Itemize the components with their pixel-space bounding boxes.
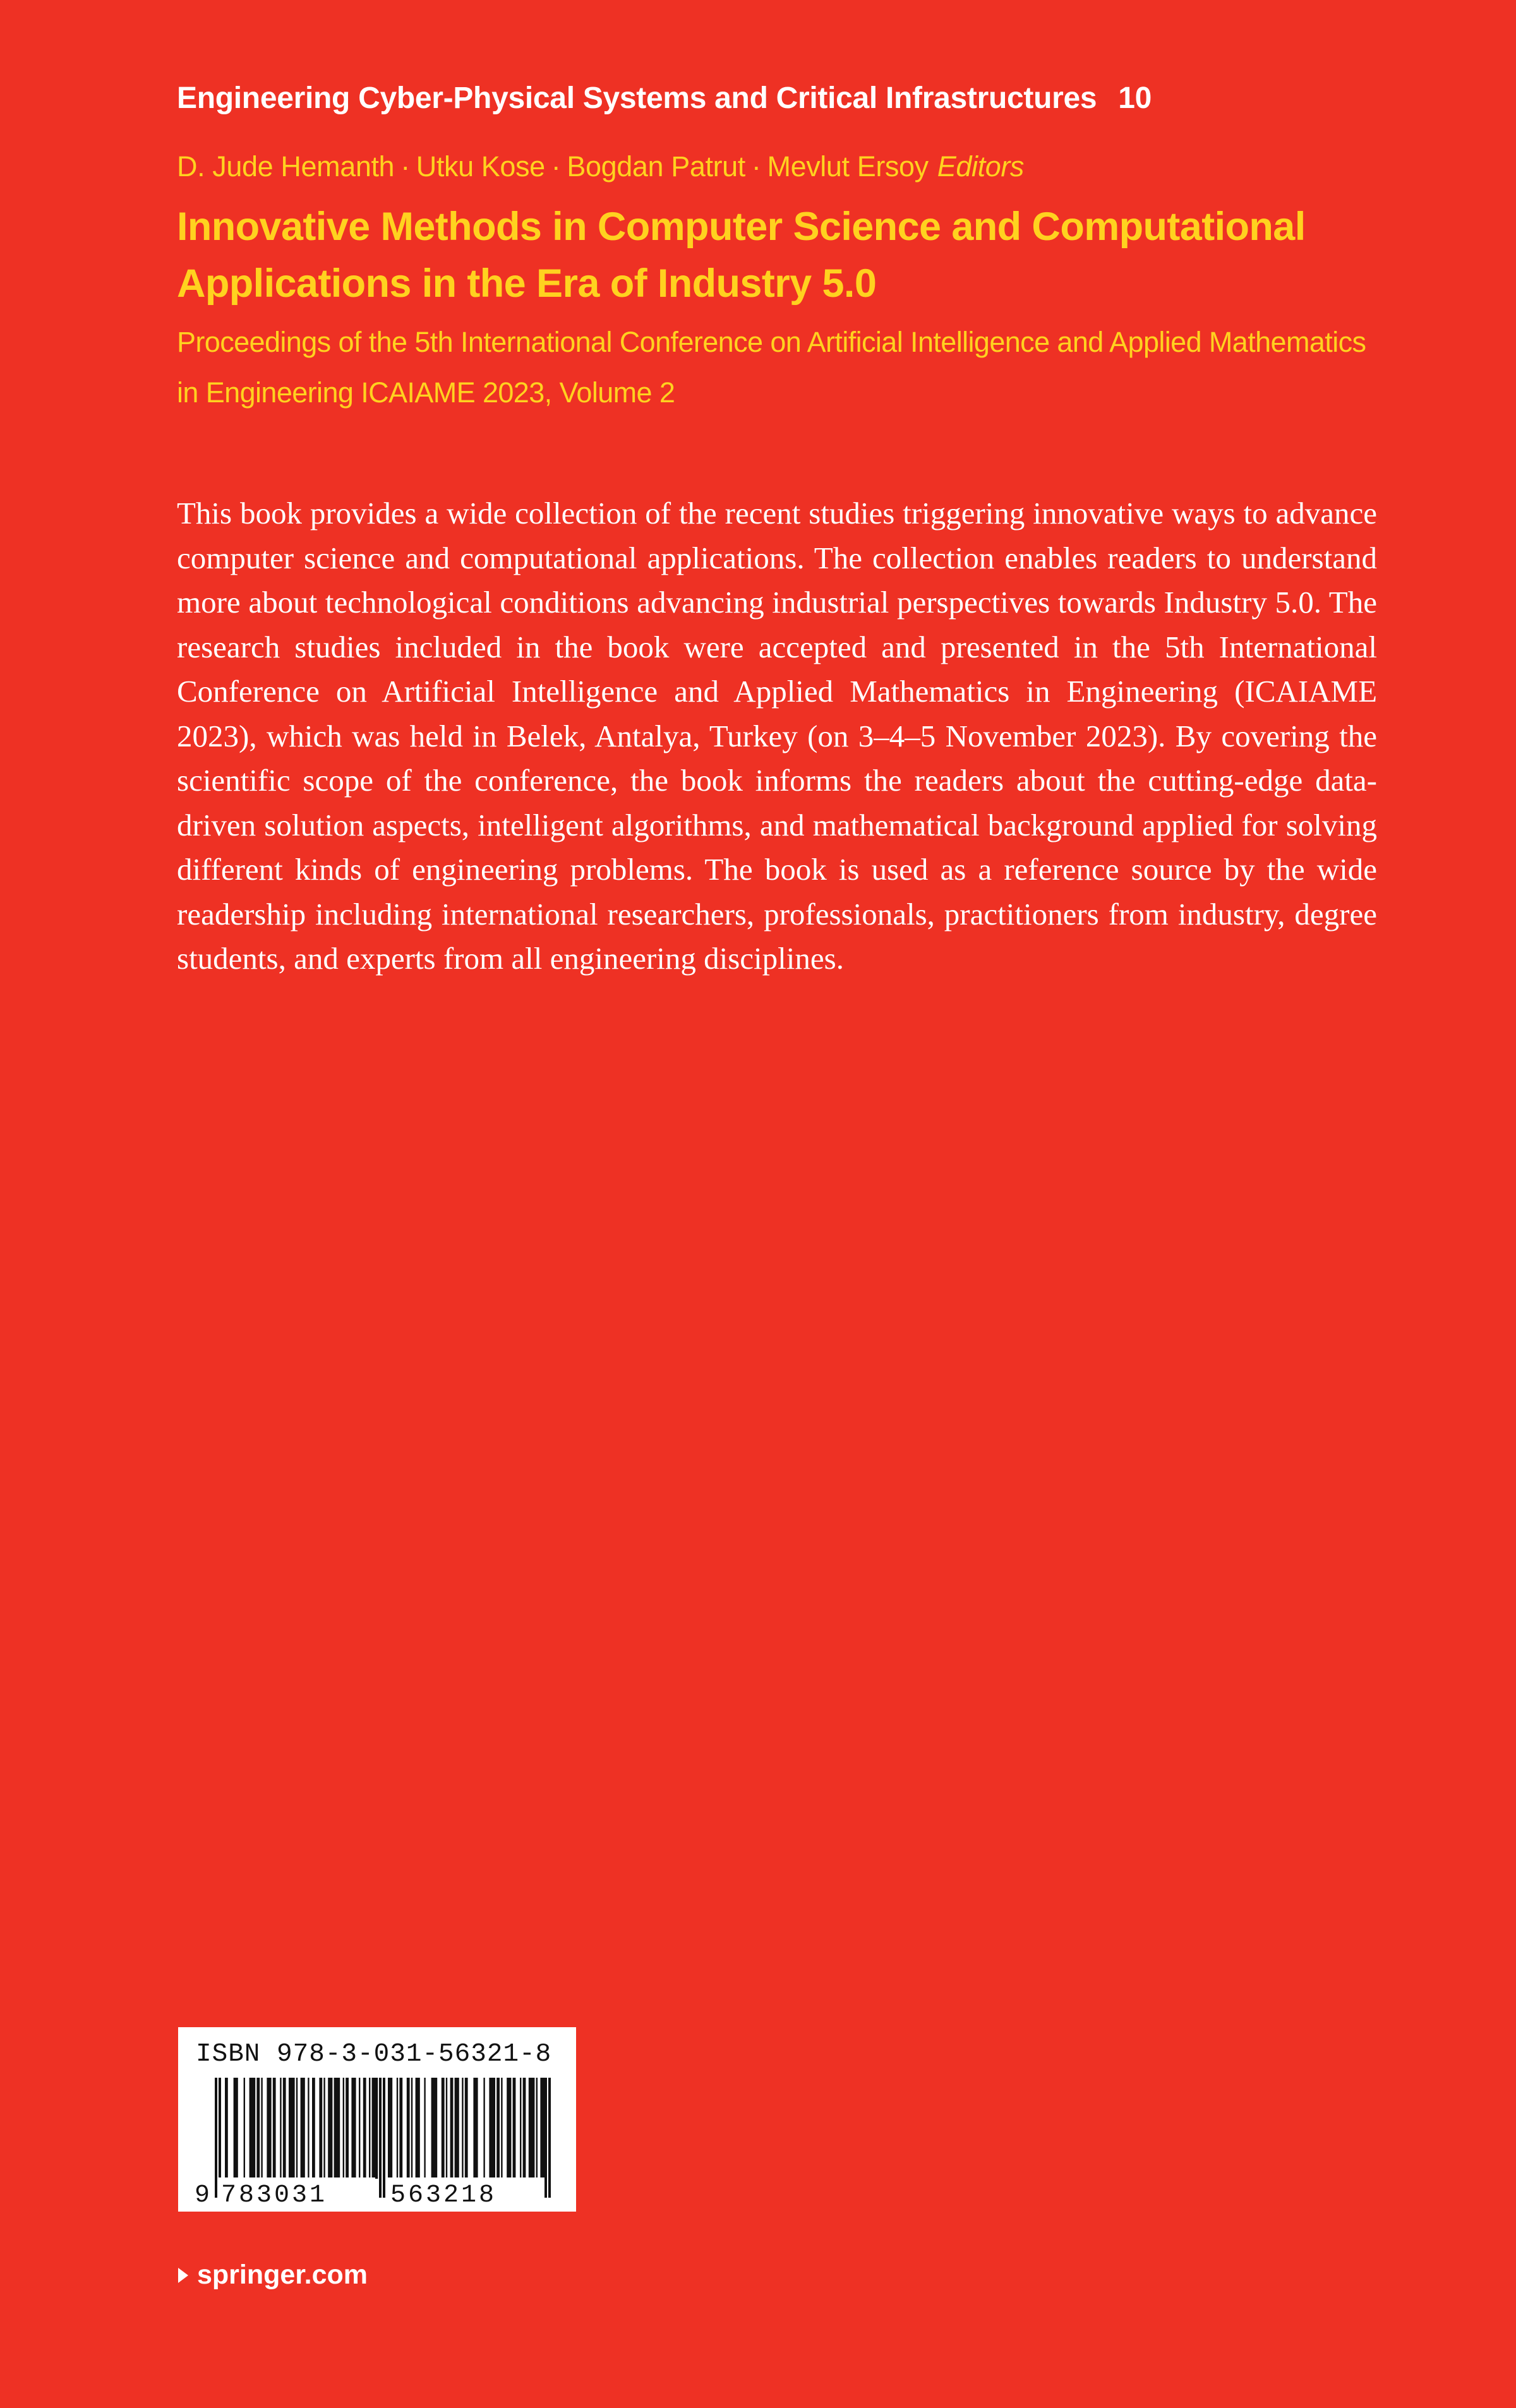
barcode-bar [424, 2078, 425, 2179]
editors-line [177, 150, 1024, 183]
barcode-bar [301, 2078, 305, 2179]
barcode-bar [334, 2078, 340, 2179]
barcode-guard-bar [383, 2078, 385, 2198]
barcode-bar [308, 2078, 309, 2179]
publisher-site[interactable]: springer.com [197, 2260, 368, 2290]
barcode-bar [363, 2078, 366, 2179]
barcode-bar [507, 2078, 511, 2179]
barcode-bar [496, 2078, 500, 2179]
isbn-label: ISBN 978-3-031-56321-8 [196, 2040, 552, 2069]
barcode-bar [407, 2078, 410, 2179]
barcode-bar [250, 2078, 256, 2179]
barcode-bar [283, 2078, 286, 2179]
barcode-left-digits: 783031 [221, 2181, 328, 2204]
barcode-bar [346, 2078, 349, 2179]
barcode-bar [289, 2078, 295, 2179]
barcode-bar [540, 2078, 544, 2179]
series-volume: 10 [1118, 81, 1152, 115]
barcode-bar [234, 2078, 238, 2179]
barcode-bar [399, 2078, 402, 2179]
book-title [177, 198, 1377, 312]
barcode-bar [520, 2078, 521, 2179]
barcode-bar [261, 2078, 262, 2179]
book-subtitle-line: Proceedings of the 5th International Conference on Artificial Intelligence and Applied Mathematics [177, 326, 1366, 358]
editor-name: Utku Kose [416, 150, 545, 183]
barcode-bar [351, 2078, 356, 2179]
editor-separator: · [751, 150, 761, 183]
series-name: Engineering Cyber-Physical Systems and Critical Infrastructures [177, 81, 1097, 115]
barcode-bar [388, 2078, 392, 2179]
barcode-bar [465, 2078, 468, 2179]
barcode-guard-bar [215, 2078, 217, 2198]
editor-name: Mevlut Ersoy [767, 150, 929, 183]
barcode-bar [529, 2078, 535, 2179]
barcode-bar [369, 2078, 370, 2179]
barcode-bar [256, 2078, 260, 2179]
barcode-bar [416, 2078, 420, 2179]
barcode-bar [328, 2078, 332, 2179]
barcode-bar [455, 2078, 459, 2179]
barcode-bar [267, 2078, 271, 2179]
barcode-bar [296, 2078, 298, 2179]
barcode-guard-bar [548, 2078, 551, 2198]
barcode-bar [359, 2078, 360, 2179]
barcode-bar [343, 2078, 344, 2179]
editor-separator: · [551, 150, 561, 183]
barcode-bar [450, 2078, 454, 2179]
barcode-bar [411, 2078, 412, 2179]
barcode-right-digits: 563218 [390, 2181, 497, 2204]
barcode-bar [483, 2078, 484, 2179]
book-title-line: Applications in the Era of Industry 5.0 [177, 261, 877, 306]
barcode-bar [225, 2078, 228, 2179]
barcode-bar [280, 2078, 281, 2179]
editor-separator: · [400, 150, 410, 183]
barcode-bar [462, 2078, 463, 2179]
barcode-guard-bar [544, 2078, 547, 2198]
barcode-bar [397, 2078, 398, 2179]
book-subtitle-line: in Engineering ICAIAME 2023, Volume 2 [177, 376, 675, 409]
barcode-bar [523, 2078, 526, 2179]
barcode-guard-bar [379, 2078, 382, 2198]
barcode-bar [442, 2078, 445, 2179]
barcode-bar [489, 2078, 495, 2179]
barcode-bar [323, 2078, 325, 2179]
publisher-link[interactable] [178, 2260, 368, 2291]
editor-name: Bogdan Patrut [567, 150, 745, 183]
isbn-barcode-block [178, 2027, 576, 2212]
barcode-bar [244, 2078, 245, 2179]
barcode-bar [446, 2078, 447, 2179]
barcode-bar [501, 2078, 502, 2179]
barcode-bar [536, 2078, 538, 2179]
book-description: This book provides a wide collection of the recent studies triggering innovative ways to advance computer science and computational applications. The collection enables readers to understand more about technological conditions advancing industrial perspectives towards Industry 5.0. The research studies included in the book were accepted and presented in the 5th International Conference on Artificial Intelligence and Applied Mathematics in Engineering (ICAIAME 2023), which was held in Belek, Antalya, Turkey (on 3–4–5 November 2023). By covering the scientific scope of the conference, the book informs the readers about the cutting-edge data-driven solution aspects, intelligent algorithms, and mathematical background applied for solving different kinds of engineering problems. The book is used as a reference source by the wide readership including international researchers, professionals, practitioners from industry, degree students, and experts from all engineering disciplines. [177, 496, 1377, 976]
editor-name: D. Jude Hemanth [177, 150, 395, 183]
barcode-first-digit: 9 [195, 2181, 210, 2204]
book-title-line: Innovative Methods in Computer Science and Computational [177, 205, 1306, 249]
right-triangle-icon [178, 2268, 188, 2283]
barcode [190, 2078, 568, 2204]
series-title [177, 81, 1152, 116]
barcode-bar [273, 2078, 276, 2179]
book-subtitle [177, 317, 1390, 418]
barcode-bar [312, 2078, 315, 2179]
editors-role: Editors [937, 150, 1025, 183]
barcode-bar [513, 2078, 516, 2179]
barcode-bar [431, 2078, 438, 2179]
barcode-bar [473, 2078, 478, 2179]
barcode-bar [372, 2078, 378, 2179]
barcode-bar [319, 2078, 322, 2179]
